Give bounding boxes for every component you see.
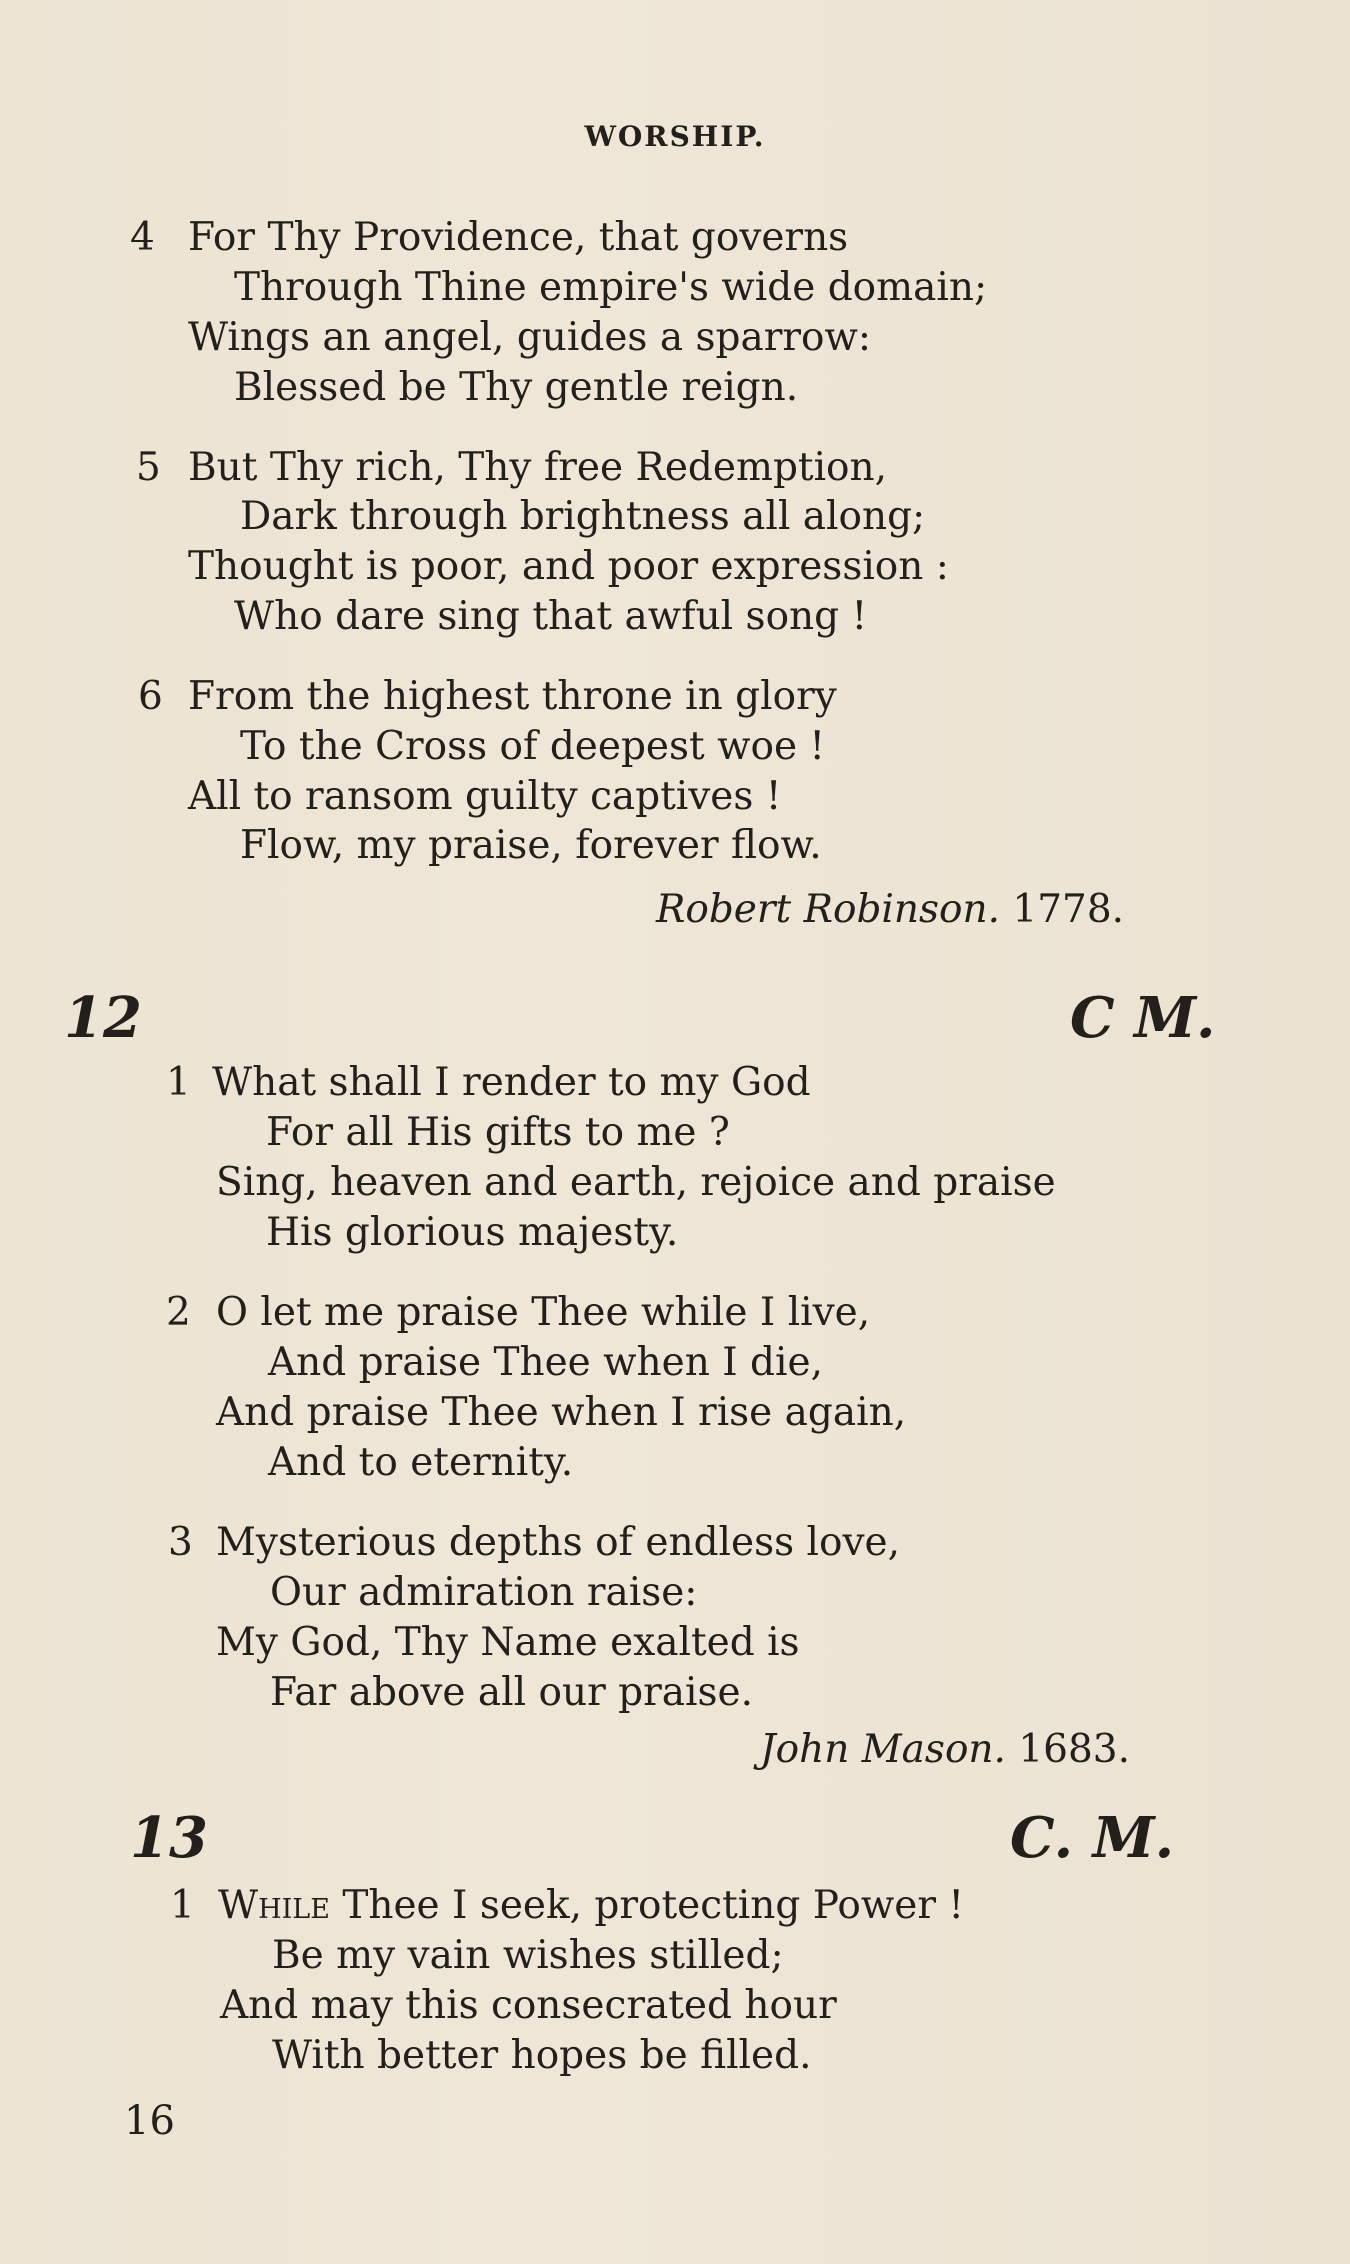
verse-line: And may this consecrated hour	[220, 1983, 837, 2028]
author-name: Robert Robinson.	[656, 887, 1001, 932]
verse-line: For all His gifts to me ?	[266, 1110, 730, 1155]
running-header: WORSHIP.	[584, 120, 766, 153]
verse-line: Flow, my praise, forever flow.	[240, 823, 822, 868]
verse-line: Wings an angel, guides a sparrow:	[188, 315, 871, 360]
verse-line: With better hopes be filled.	[272, 2033, 812, 2078]
verse-line: His glorious majesty.	[266, 1210, 679, 1255]
verse-line: My God, Thy Name exalted is	[216, 1620, 800, 1665]
verse-line	[218, 1883, 965, 1928]
verse-number: 1	[170, 1883, 195, 1928]
verse-line: Far above all our praise.	[270, 1670, 753, 1715]
verse-line: O let me praise Thee while I live,	[216, 1290, 871, 1335]
verse-line: From the highest throne in glory	[188, 674, 837, 719]
verse-line: Thought is poor, and poor expression :	[188, 544, 949, 589]
hymn-attribution	[760, 1727, 1131, 1772]
hymn-meter: C. M.	[1010, 1805, 1175, 1871]
verse-line: And to eternity.	[268, 1440, 574, 1485]
verse-line: Be my vain wishes stilled;	[272, 1933, 784, 1978]
verse-number: 2	[166, 1290, 191, 1335]
verse-line: For Thy Providence, that governs	[188, 215, 849, 260]
hymn-number: 12	[64, 985, 142, 1051]
verse-line: Mysterious depths of endless love,	[216, 1520, 900, 1565]
verse-number: 6	[138, 674, 163, 719]
hymn-attribution	[656, 887, 1125, 932]
verse-line: But Thy rich, Thy free Redemption,	[188, 445, 888, 490]
hymn-number: 13	[130, 1805, 208, 1871]
first-word: While	[218, 1883, 330, 1928]
verse-number: 4	[130, 215, 155, 260]
verse-line: Who dare sing that awful song !	[234, 594, 868, 639]
hymn-year: 1683.	[1018, 1727, 1131, 1772]
verse-line: All to ransom guilty captives !	[188, 774, 782, 819]
verse-line: And praise Thee when I die,	[268, 1340, 823, 1385]
verse-number: 1	[166, 1060, 191, 1105]
first-line-rest: Thee I seek, protecting Power !	[329, 1883, 965, 1928]
author-name: John Mason.	[760, 1727, 1006, 1772]
verse-line: Dark through brightness all along;	[240, 494, 926, 539]
verse-line: Our admiration raise:	[270, 1570, 698, 1615]
verse-number: 3	[168, 1520, 193, 1565]
verse-line: To the Cross of deepest woe !	[240, 724, 826, 769]
hymn-meter: C M.	[1070, 985, 1216, 1051]
verse-line: And praise Thee when I rise again,	[216, 1390, 907, 1435]
verse-line: Blessed be Thy gentle reign.	[234, 365, 799, 410]
verse-line: Through Thine empire's wide domain;	[234, 265, 988, 310]
verse-line: Sing, heaven and earth, rejoice and praise	[216, 1160, 1056, 1205]
verse-line: What shall I render to my God	[212, 1060, 811, 1105]
hymn-year: 1778.	[1012, 887, 1125, 932]
page-number: 16	[124, 2098, 175, 2144]
verse-number: 5	[136, 445, 161, 490]
